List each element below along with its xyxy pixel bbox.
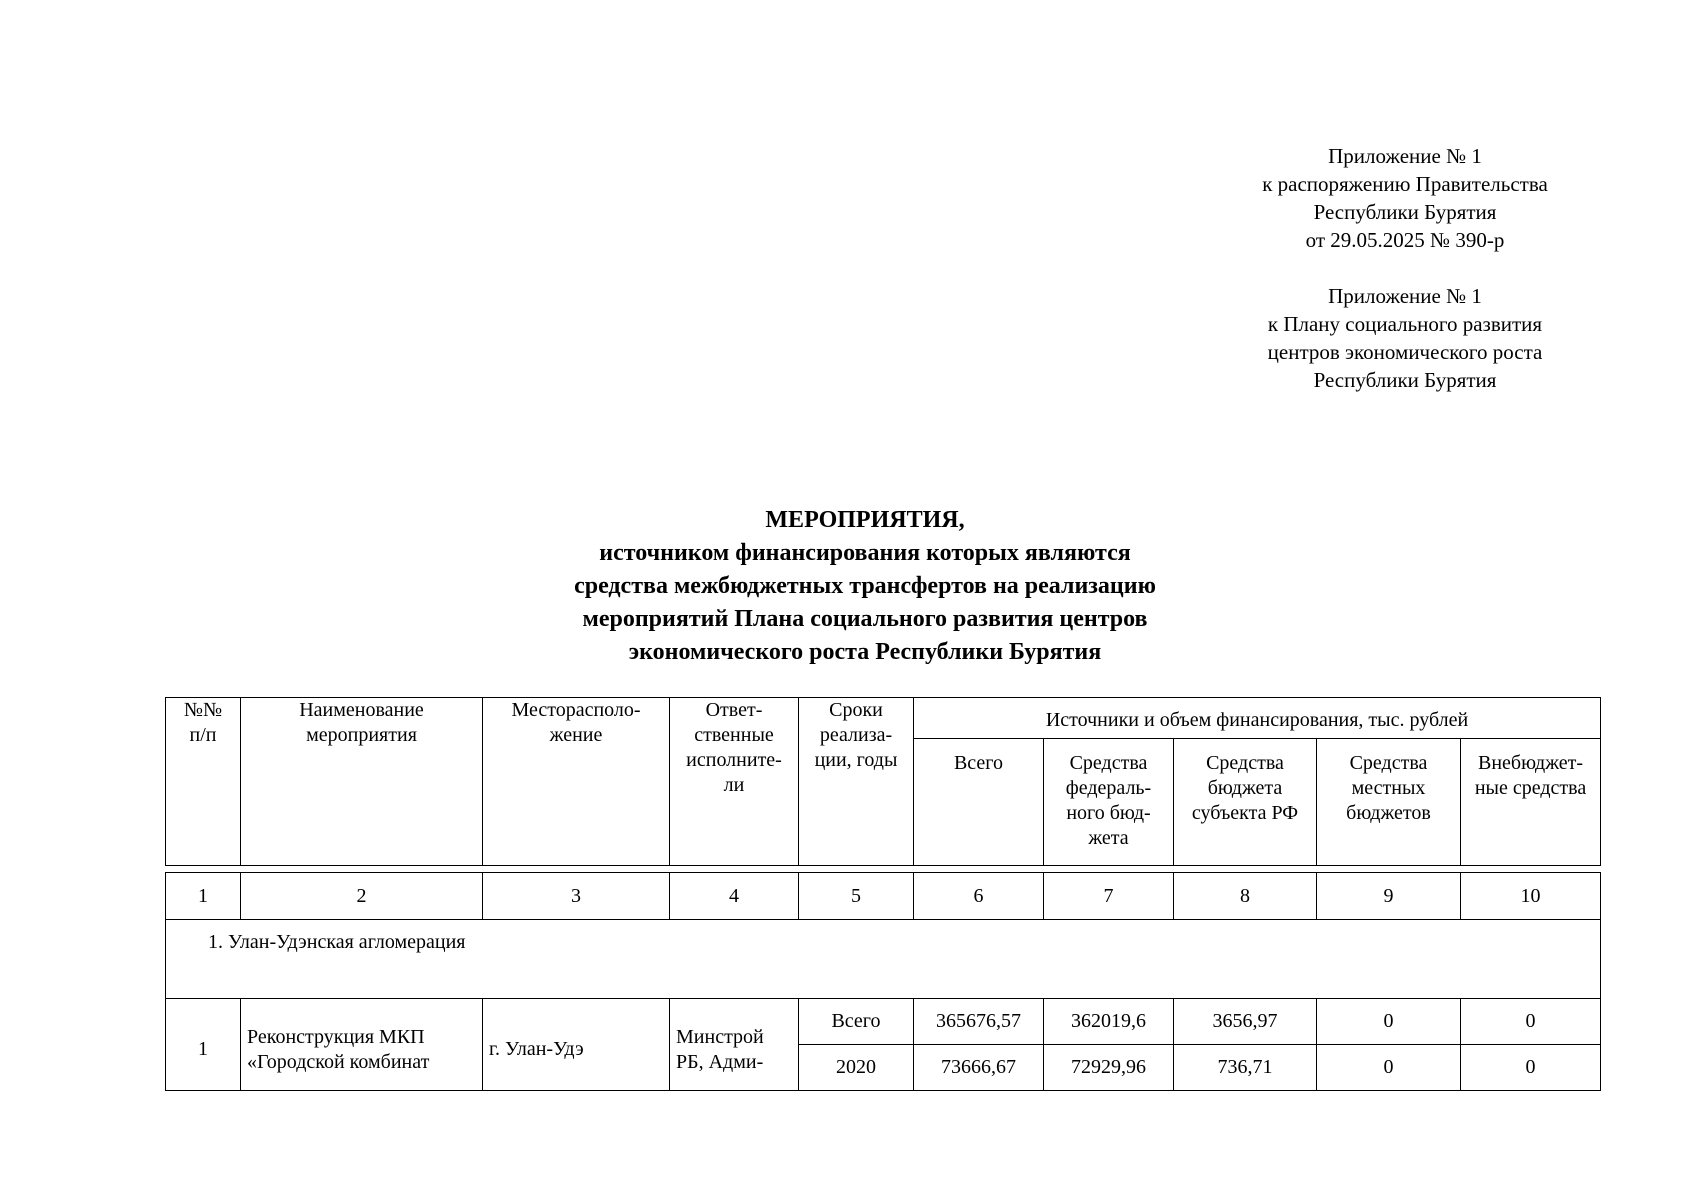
annex-line: Республики Бурятия	[1313, 200, 1497, 224]
column-number-row	[166, 873, 1601, 920]
row-regional: 3656,97	[1174, 999, 1317, 1045]
row-extra: 0	[1461, 1045, 1601, 1091]
header-total: Всего	[914, 739, 1044, 866]
header-regional: Средства бюджета субъекта РФ	[1174, 739, 1317, 866]
title-line: экономического роста Республики Бурятия	[628, 639, 1102, 665]
header-extra: Внебюджет- ные средства	[1461, 739, 1601, 866]
annex-line: Республики Бурятия	[1313, 368, 1497, 392]
column-number: 9	[1317, 873, 1461, 920]
title-line: МЕРОПРИЯТИЯ,	[765, 507, 965, 533]
column-number: 6	[914, 873, 1044, 920]
table-row	[166, 999, 1601, 1045]
row-total: 365676,57	[914, 999, 1044, 1045]
title-line: средства межбюджетных трансфертов на реализацию	[574, 573, 1156, 599]
annex-block-plan	[1190, 282, 1620, 394]
row-num: 1	[166, 999, 241, 1091]
table-body	[165, 872, 1601, 1091]
header-local: Средства местных бюджетов	[1317, 739, 1461, 866]
row-period: 2020	[799, 1045, 914, 1091]
annex-line: Приложение № 1	[1328, 284, 1482, 308]
row-extra: 0	[1461, 999, 1601, 1045]
row-federal: 72929,96	[1044, 1045, 1174, 1091]
row-location: г. Улан-Удэ	[483, 999, 670, 1091]
row-responsible: Минстрой РБ, Адми-	[670, 999, 799, 1091]
row-local: 0	[1317, 999, 1461, 1045]
column-number: 8	[1174, 873, 1317, 920]
table-header	[165, 697, 1601, 866]
row-name: Реконструкция МКП «Городской комбинат	[241, 999, 483, 1091]
annex-line: от 29.05.2025 № 390-р	[1305, 228, 1505, 252]
column-number: 1	[166, 873, 241, 920]
header-location: Месторасполо- жение	[483, 698, 670, 866]
column-number: 10	[1461, 873, 1601, 920]
title-line: источником финансирования которых являются	[599, 540, 1131, 566]
annex-line: центров экономического роста	[1267, 340, 1543, 364]
column-number: 7	[1044, 873, 1174, 920]
annex-line: к распоряжению Правительства	[1262, 172, 1548, 196]
section-row	[166, 920, 1601, 999]
header-sources: Источники и объем финансирования, тыс. рублей	[914, 698, 1601, 739]
annex-line: к Плану социального развития	[1267, 312, 1543, 336]
header-name: Наименование мероприятия	[241, 698, 483, 866]
section-title: 1. Улан-Удэнская агломерация	[166, 920, 1601, 999]
row-federal: 362019,6	[1044, 999, 1174, 1045]
row-regional: 736,71	[1174, 1045, 1317, 1091]
header-num: №№ п/п	[166, 698, 241, 866]
row-period: Всего	[799, 999, 914, 1045]
header-responsible: Ответ- ственные исполните- ли	[670, 698, 799, 866]
column-number: 5	[799, 873, 914, 920]
annex-line: Приложение № 1	[1328, 144, 1482, 168]
column-number: 3	[483, 873, 670, 920]
header-federal: Средства федераль- ного бюд- жета	[1044, 739, 1174, 866]
row-local: 0	[1317, 1045, 1461, 1091]
column-number: 2	[241, 873, 483, 920]
title-line: мероприятий Плана социального развития центров	[582, 606, 1148, 632]
header-period: Сроки реализа- ции, годы	[799, 698, 914, 866]
row-total: 73666,67	[914, 1045, 1044, 1091]
annex-block-order	[1190, 142, 1620, 254]
column-number: 4	[670, 873, 799, 920]
document-title	[300, 504, 1430, 669]
